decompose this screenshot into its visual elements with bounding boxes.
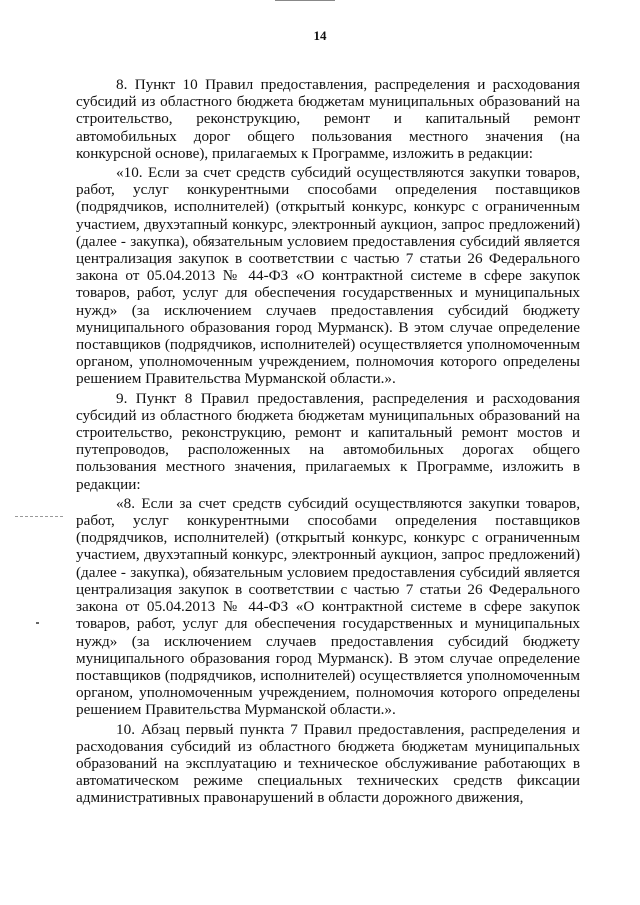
- paragraph-item-9: 9. Пункт 8 Правил предоставления, распределения и расходования субсидий из областного бюджета бюджетам муниципальных образований на строительство, реконструкцию, ремонт и капитальный ремонт мостов и путепроводов, расположенных на автомобильных дорогах общего пользования местного значения, прилагаемых к Программе, изложить в редакции:: [76, 389, 580, 493]
- paragraph-quoted-item-10: «10. Если за счет средств субсидий осуществляются закупки товаров, работ, услуг конкурентными способами определения поставщиков (подрядчиков, исполнителей) (открытый конкурс, конкурс с ограниченным участием, двухэтапный конкурс, электронный аукцион, запрос предложений) (далее - закупка), обязательным условием предоставления субсидий является централизация закупок в соответствии с частью 7 статьи 26 Федерального закона от 05.04.2013 № 44-ФЗ «О контрактной системе в сфере закупок товаров, работ, услуг для обеспечения государственных и муниципальных нужд» (за исключением случаев предоставления субсидий бюджету муниципального образования город Мурманск). В этом случае определение поставщиков (подрядчиков, исполнителей) осуществляется уполномоченным органом, уполномоченным учреждением, полномочия которого определены решением Правительства Мурманской области.».: [76, 164, 580, 388]
- page-number: 14: [313, 28, 327, 43]
- document-body: [76, 76, 580, 809]
- paragraph-item-10: 10. Абзац первый пункта 7 Правил предоставления, распределения и расходования субсидий из областного бюджета бюджетам муниципальных образований на эксплуатацию и техническое обслуживание работающих в автоматическом режиме специальных технических средств фиксации административных правонарушений в области дорожного движения,: [76, 720, 580, 807]
- paragraph-quoted-item-8: «8. Если за счет средств субсидий осуществляются закупки товаров, работ, услуг конкурентными способами определения поставщиков (подрядчиков, исполнителей) (открытый конкурс, конкурс с ограниченным участием, двухэтапный конкурс, электронный аукцион, запрос предложений) (далее - закупка), обязательным условием предоставления субсидий является централизация закупок в соответствии с частью 7 статьи 26 Федерального закона от 05.04.2013 № 44-ФЗ «О контрактной системе в сфере закупок товаров, работ, услуг для обеспечения государственных и муниципальных нужд» (за исключением случаев предоставления субсидий бюджету муниципального образования город Мурманск). В этом случае определение поставщиков (подрядчиков, исполнителей) осуществляется уполномоченным органом, уполномоченным учреждением, полномочия которого определены решением Правительства Мурманской области.».: [76, 494, 580, 719]
- scan-margin-dash: [15, 516, 63, 517]
- scan-margin-dot: [36, 622, 39, 624]
- scan-artifact-line: [275, 0, 335, 4]
- paragraph-item-8: 8. Пункт 10 Правил предоставления, распределения и расходования субсидий из областного бюджета бюджетам муниципальных образований на строительство, реконструкцию, ремонт и капитальный ремонт автомобильных дорог общего пользования местного значения (на конкурсной основе), прилагаемых к Программе, изложить в редакции:: [76, 76, 580, 162]
